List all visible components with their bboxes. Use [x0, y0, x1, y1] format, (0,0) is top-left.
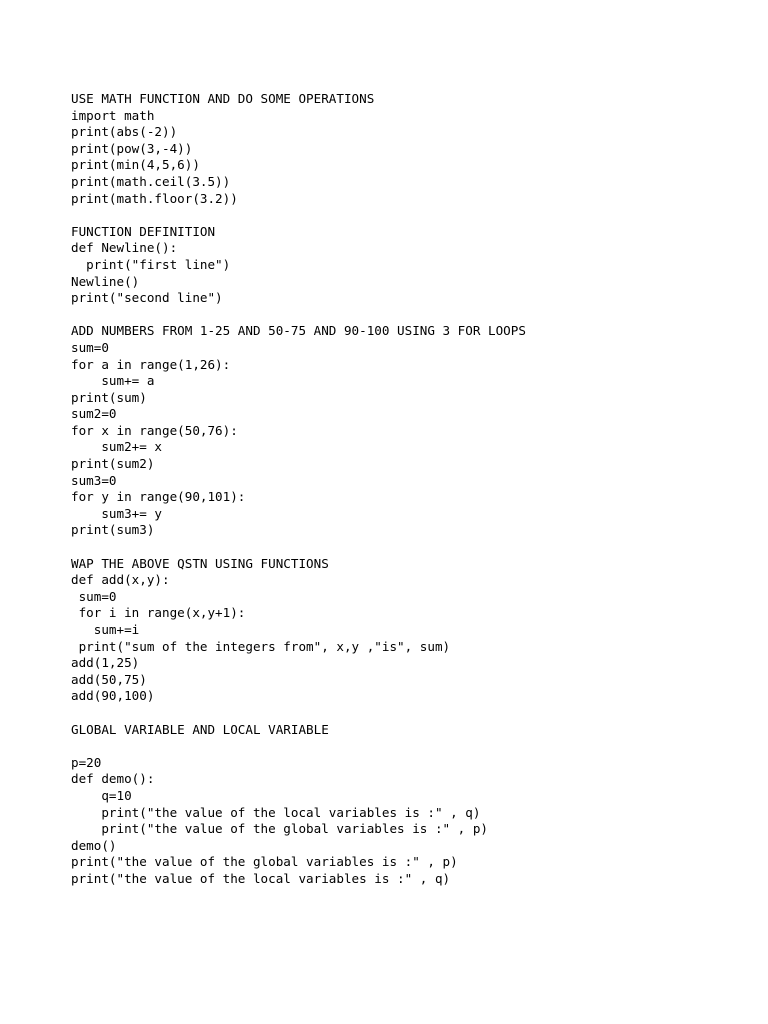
code-line: p=20	[71, 754, 102, 770]
code-line: add(90,100)	[71, 688, 155, 704]
code-line: import math	[71, 107, 155, 123]
code-line: def Newline():	[71, 240, 178, 256]
code-line: Newline()	[71, 273, 140, 289]
code-line: print(sum2)	[71, 456, 155, 472]
section-heading-global-local-variable: GLOBAL VARIABLE AND LOCAL VARIABLE	[71, 721, 329, 737]
code-line: print(min(4,5,6))	[71, 157, 200, 173]
code-line: sum+=i	[71, 622, 140, 637]
code-line: sum3=0	[71, 472, 117, 488]
code-line: print(abs(-2))	[71, 124, 178, 140]
code-line: for i in range(x,y+1):	[71, 605, 246, 621]
code-line: for y in range(90,101):	[71, 489, 246, 505]
code-line: demo()	[71, 837, 117, 853]
code-line: def add(x,y):	[71, 572, 170, 588]
code-line: print(pow(3,-4))	[71, 140, 193, 156]
document-content	[71, 91, 751, 888]
code-line: for a in range(1,26):	[71, 356, 231, 372]
code-line	[71, 738, 751, 755]
code-line: print("second line")	[71, 290, 223, 306]
blank-line	[71, 539, 751, 556]
code-line: print("sum of the integers from", x,y ,"is", sum)	[71, 638, 451, 654]
section-heading-math-functions: USE MATH FUNCTION AND DO SOME OPERATIONS	[71, 91, 375, 106]
code-line: print("first line")	[71, 256, 231, 272]
code-line: sum2=0	[71, 406, 117, 422]
code-line: print("the value of the global variables is :" , p)	[71, 854, 458, 870]
code-line: print(math.ceil(3.5))	[71, 173, 231, 189]
code-line: sum2+= x	[71, 439, 162, 455]
code-line: sum=0	[71, 588, 117, 604]
code-line: add(1,25)	[71, 655, 140, 671]
code-line: print("the value of the local variables is :" , q)	[71, 804, 481, 820]
code-line: sum+= a	[71, 373, 155, 389]
code-line: for x in range(50,76):	[71, 422, 238, 438]
blank-line	[71, 705, 751, 722]
code-line: print("the value of the global variables is :" , p)	[71, 821, 489, 837]
code-line: print("the value of the local variables is :" , q)	[71, 870, 451, 886]
code-line: add(50,75)	[71, 671, 147, 687]
code-line: print(sum3)	[71, 522, 155, 538]
blank-line	[71, 307, 751, 324]
code-line: sum3+= y	[71, 505, 162, 521]
code-line: print(sum)	[71, 389, 147, 405]
code-line: sum=0	[71, 339, 109, 355]
section-heading-function-definition: FUNCTION DEFINITION	[71, 223, 216, 239]
code-line: def demo():	[71, 771, 155, 787]
code-line: print(math.floor(3.2))	[71, 190, 238, 206]
blank-line	[71, 207, 751, 224]
code-line: q=10	[71, 787, 132, 803]
section-heading-add-numbers-loops: ADD NUMBERS FROM 1-25 AND 50-75 AND 90-100 USING 3 FOR LOOPS	[71, 323, 526, 339]
section-heading-using-functions: WAP THE ABOVE QSTN USING FUNCTIONS	[71, 555, 329, 571]
